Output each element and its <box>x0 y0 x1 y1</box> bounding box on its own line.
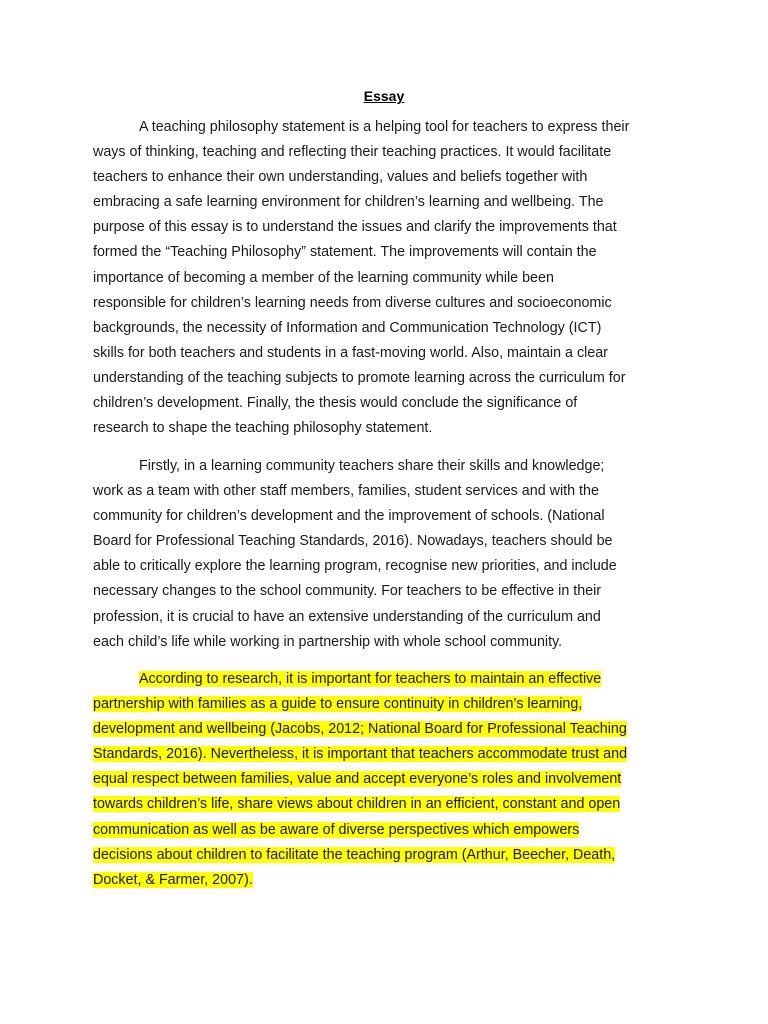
highlighted-text-line: partnership with families as a guide to ensure continuity in children’s learning, <box>93 696 583 713</box>
paragraph-learning-community <box>93 454 683 655</box>
text-line: A teaching philosophy statement is a helping tool for teachers to express their <box>139 119 630 135</box>
text-line: Firstly, in a learning community teachers share their skills and knowledge; <box>139 458 605 474</box>
text-line: Board for Professional Teaching Standards, 2016). Nowadays, teachers should be <box>93 533 613 550</box>
text-line: children’s development. Finally, the thesis would conclude the significance of <box>93 395 578 412</box>
text-line: community for children’s development and the improvement of schools. (National <box>93 508 605 525</box>
paragraph-introduction <box>93 115 683 441</box>
highlighted-text-line: development and wellbeing (Jacobs, 2012; National Board for Professional Teaching <box>93 721 627 738</box>
highlighted-text-line: According to research, it is important for teachers to maintain an effective <box>139 671 602 687</box>
text-line: backgrounds, the necessity of Information and Communication Technology (ICT) <box>93 319 602 336</box>
highlighted-text-line: towards children’s life, share views about children in an efficient, constant and open <box>93 796 621 813</box>
text-line: skills for both teachers and students in a fast-moving world. Also, maintain a clear <box>93 344 608 361</box>
text-line: able to critically explore the learning program, recognise new priorities, and include <box>93 558 617 575</box>
text-line: each child’s life while working in partnership with whole school community. <box>93 633 563 650</box>
text-line: research to shape the teaching philosophy statement. <box>93 420 433 437</box>
text-line: work as a team with other staff members, families, student services and with the <box>93 483 599 500</box>
text-line: ways of thinking, teaching and reflecting their teaching practices. It would facilitate <box>93 144 612 161</box>
highlighted-text-line: equal respect between families, value and accept everyone’s roles and involvement <box>93 771 622 788</box>
highlighted-text-line: decisions about children to facilitate the teaching program (Arthur, Beecher, Death, <box>93 846 616 863</box>
paragraph-highlighted-partnership <box>93 667 683 893</box>
highlighted-text-line: Docket, & Farmer, 2007). <box>93 871 253 888</box>
document-title: Essay <box>363 88 405 104</box>
text-line: embracing a safe learning environment for children’s learning and wellbeing. The <box>93 194 604 211</box>
text-line: purpose of this essay is to understand the issues and clarify the improvements that <box>93 219 617 236</box>
text-line: responsible for children’s learning needs from diverse cultures and socioeconomic <box>93 294 612 311</box>
text-line: necessary changes to the school community. For teachers to be effective in their <box>93 583 602 600</box>
text-line: teachers to enhance their own understanding, values and beliefs together with <box>93 169 588 186</box>
text-line: understanding of the teaching subjects to promote learning across the curriculum for <box>93 369 626 386</box>
highlighted-text-line: Standards, 2016). Nevertheless, it is important that teachers accommodate trust and <box>93 746 628 763</box>
highlighted-text-line: communication as well as be aware of diverse perspectives which empowers <box>93 821 580 838</box>
text-line: profession, it is crucial to have an extensive understanding of the curriculum and <box>93 608 601 625</box>
text-line: importance of becoming a member of the learning community while been <box>93 269 554 286</box>
text-line: formed the “Teaching Philosophy” statement. The improvements will contain the <box>93 244 597 261</box>
